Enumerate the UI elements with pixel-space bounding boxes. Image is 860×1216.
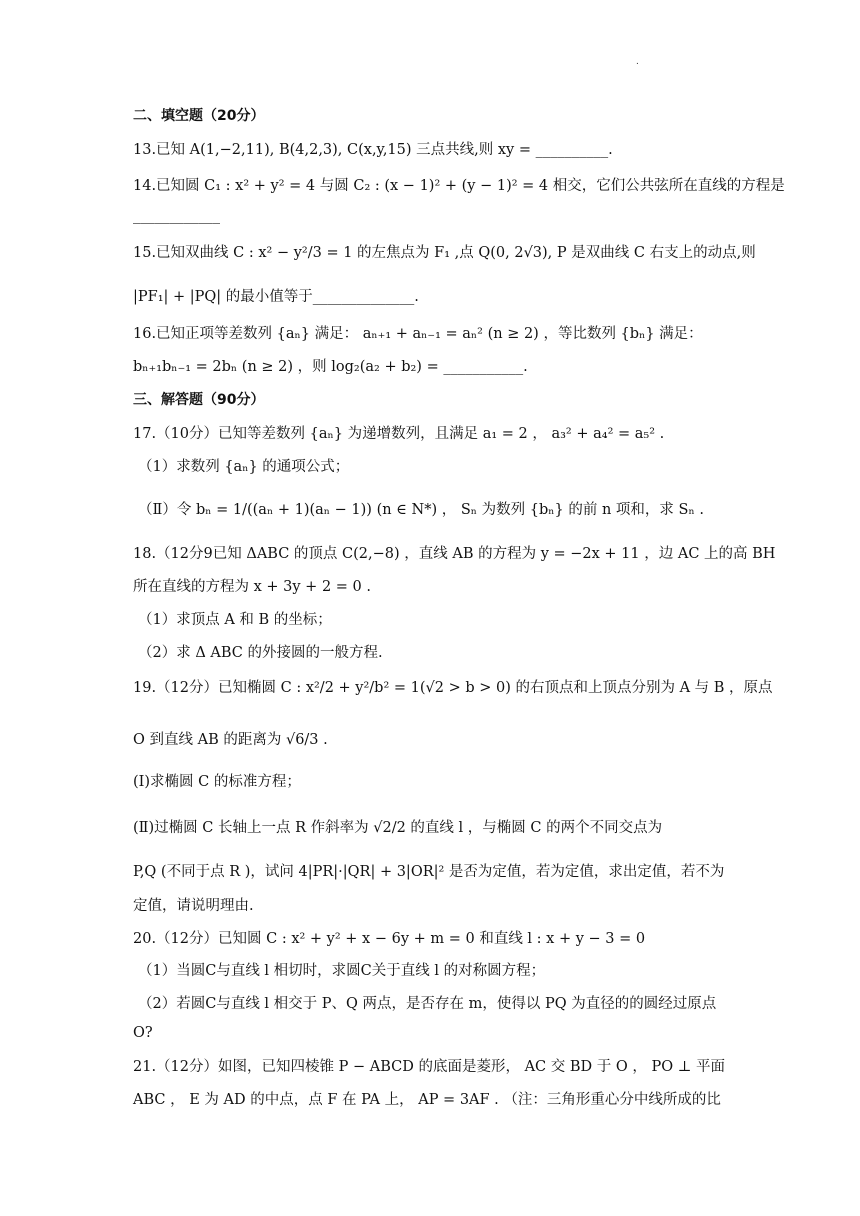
question-19-part2-line2: P,Q (不同于点 R )，试问 4|PR|·|QR| + 3|OR|² 是否为定值，若为定值，求出定值，若不为	[133, 864, 725, 880]
question-17: 17.（10分）已知等差数列 {aₙ} 为递增数列，且满足 a₁ = 2 ， a₃² + a₄² = a₅² .	[133, 426, 665, 442]
section3-heading: 三、解答题（90分）	[133, 392, 265, 408]
question-17-part1: （1）求数列 {aₙ} 的通项公式；	[138, 459, 350, 475]
question-17-part2: （Ⅱ）令 bₙ = 1/((aₙ + 1)(aₙ − 1)) (n ∈ N*) ， Sₙ 为数列 {bₙ} 的前 n 项和，求 Sₙ .	[138, 502, 704, 518]
question-15-line2: |PF₁| + |PQ| 的最小值等于______________.	[133, 289, 419, 305]
question-18-part1: （1）求顶点 A 和 B 的坐标；	[138, 612, 332, 628]
question-13: 13.已知 A(1,−2,11), B(4,2,3), C(x,y,15) 三点共线,则 xy = __________.	[133, 142, 613, 158]
question-18-line1: 18.（12分9已知 ΔABC 的顶点 C(2,−8) ，直线 AB 的方程为 y = −2x + 11 ，边 AC 上的高 BH	[133, 546, 776, 562]
question-21-line1: 21.（12分）如图，已知四棱锥 P − ABCD 的底面是菱形， AC 交 BD 于 O ， PO ⊥ 平面	[133, 1059, 725, 1075]
question-19-line1: 19.（12分）已知椭圆 C : x²/2 + y²/b² = 1(√2 > b > 0) 的右顶点和上顶点分别为 A 与 B ，原点	[133, 680, 773, 696]
question-14-line1: 14.已知圆 C₁ : x² + y² = 4 与圆 C₂ : (x − 1)² + (y − 1)² = 4 相交，它们公共弦所在直线的方程是	[133, 178, 785, 194]
question-20-part1: （1）当圆C与直线 l 相切时，求圆C关于直线 l 的对称圆方程；	[138, 963, 546, 979]
question-16-line1: 16.已知正项等差数列 {aₙ} 满足： aₙ₊₁ + aₙ₋₁ = aₙ² (n ≥ 2) ，等比数列 {bₙ} 满足：	[133, 326, 703, 342]
question-19-part2-line3: 定值，请说明理由.	[133, 898, 254, 914]
question-20-part2-line1: （2）若圆C与直线 l 相交于 P、Q 两点，是否存在 m，使得以 PQ 为直径的的圆经过原点	[138, 996, 717, 1012]
question-19-part2-line1: (Ⅱ)过椭圆 C 长轴上一点 R 作斜率为 √2/2 的直线 l ，与椭圆 C 的两个不同交点为	[133, 820, 663, 836]
question-14-line2: ____________	[133, 208, 220, 224]
question-15-line1: 15.已知双曲线 C : x² − y²/3 = 1 的左焦点为 F₁ ,点 Q(0, 2√3), P 是双曲线 C 右支上的动点,则	[133, 245, 756, 261]
question-20: 20.（12分）已知圆 C : x² + y² + x − 6y + m = 0 和直线 l : x + y − 3 = 0	[133, 931, 646, 947]
page-dot: .	[636, 56, 639, 67]
section2-heading: 二、填空题（20分）	[133, 108, 265, 124]
question-18-line2: 所在直线的方程为 x + 3y + 2 = 0 .	[133, 579, 371, 595]
question-19-part1: (Ⅰ)求椭圆 C 的标准方程；	[133, 774, 301, 790]
question-16-line2: bₙ₊₁bₙ₋₁ = 2bₙ (n ≥ 2) ，则 log₂(a₂ + b₂) = ___________.	[133, 359, 528, 375]
question-20-part2-line2: O?	[133, 1025, 153, 1041]
question-19-line2: O 到直线 AB 的距离为 √6/3 .	[133, 732, 328, 748]
question-18-part2: （2）求 Δ ABC 的外接圆的一般方程.	[138, 645, 383, 661]
question-21-line2: ABC ， E 为 AD 的中点，点 F 在 PA 上， AP = 3AF . （注：三角形重心分中线所成的比	[133, 1092, 721, 1108]
